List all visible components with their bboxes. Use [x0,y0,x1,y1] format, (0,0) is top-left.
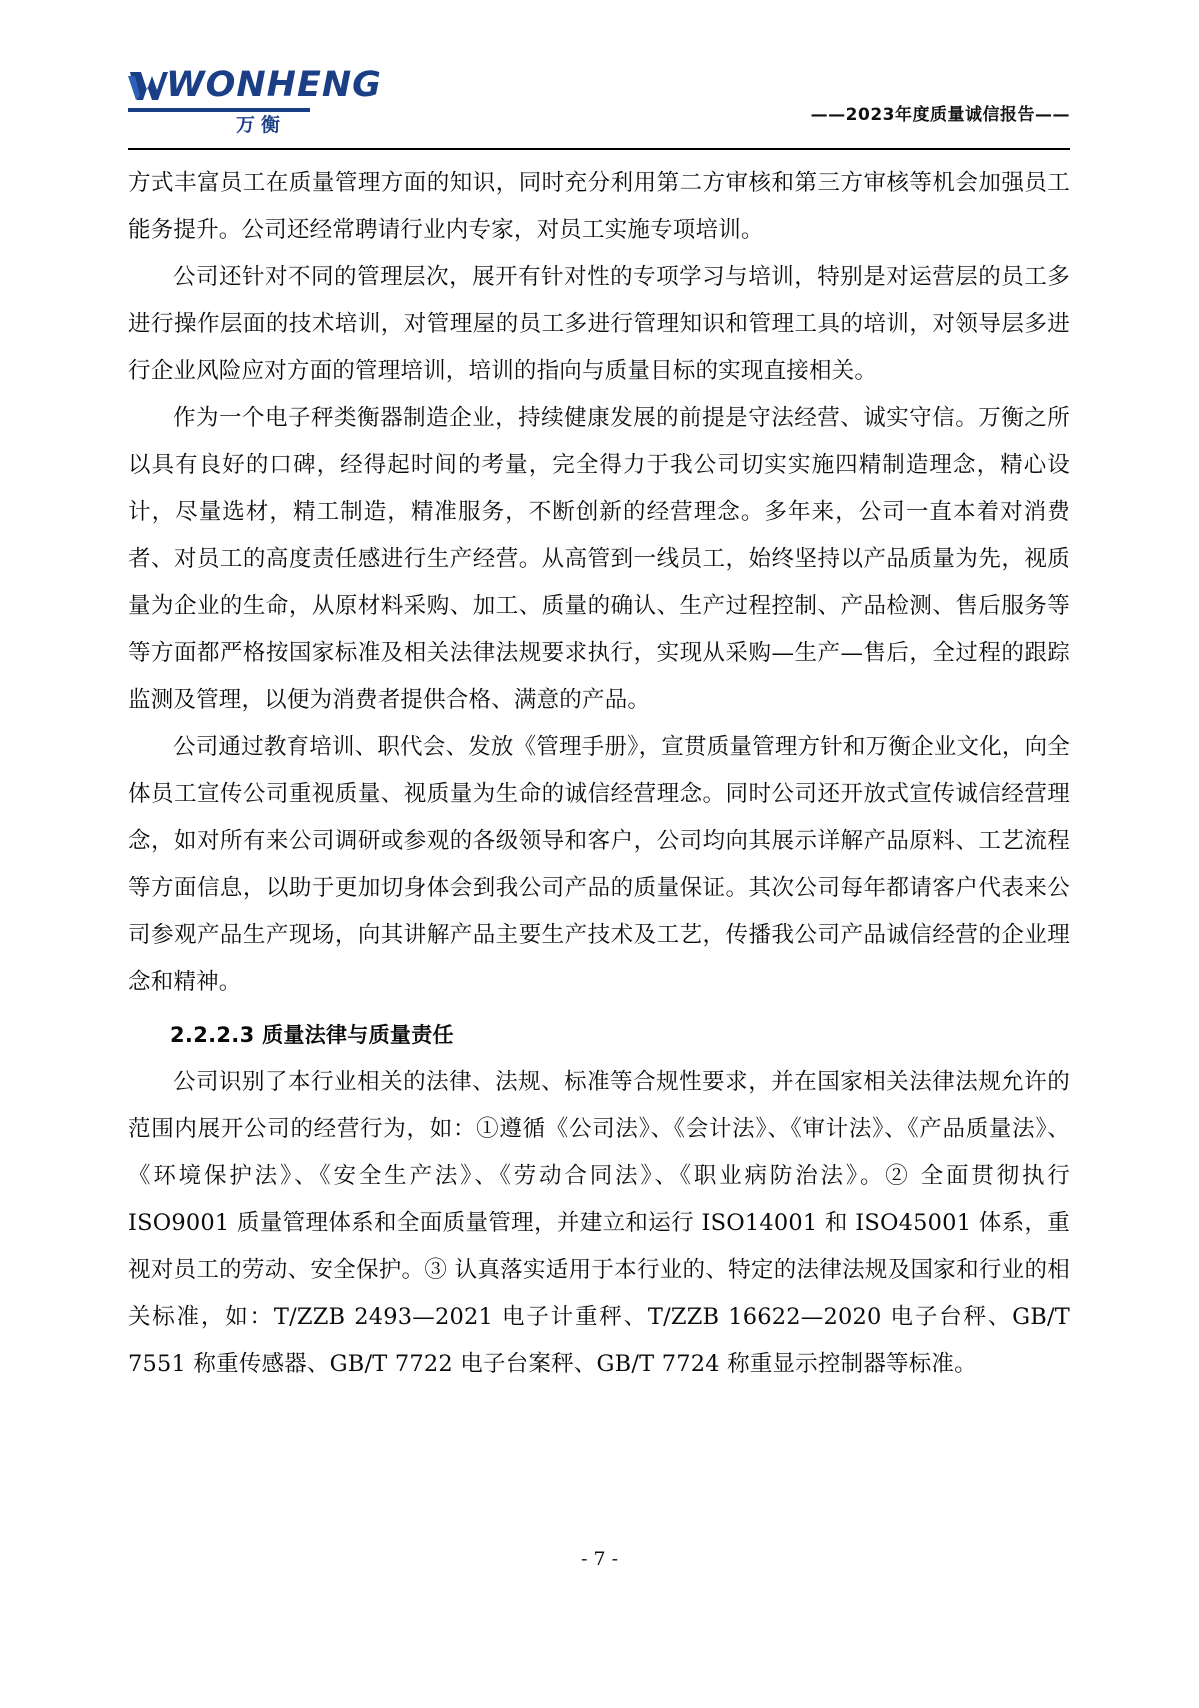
paragraph-3: 作为一个电子秤类衡器制造企业，持续健康发展的前提是守法经营、诚实守信。万衡之所以具有良好的口碑，经得起时间的考量，完全得力于我公司切实实施四精制造理念，精心设计，尽量选材，精工制造，精准服务，不断创新的经营理念。多年来，公司一直本着对消费者、对员工的高度责任感进行生产经营。从高管到一线员工，始终坚持以产品质量为先，视质量为企业的生命，从原材料采购、加工、质量的确认、生产过程控制、产品检测、售后服务等等方面都严格按国家标准及相关法律法规要求执行，实现从采购—生产—售后，全过程的跟踪监测及管理，以便为消费者提供合格、满意的产品。 [128,405,1070,713]
page-header [128,58,1070,140]
paragraph-4: 公司通过教育培训、职代会、发放《管理手册》，宣贯质量管理方针和万衡企业文化，向全体员工宣传公司重视质量、视质量为生命的诚信经营理念。同时公司还开放式宣传诚信经营理念，如对所有来公司调研或参观的各级领导和客户，公司均向其展示详解产品原料、工艺流程等方面信息，以助于更加切身体会到我公司产品的质量保证。其次公司每年都请客户代表来公司参观产品生产现场，向其讲解产品主要生产技术及工艺，传播我公司产品诚信经营的企业理念和精神。 [128,734,1070,995]
company-logo [128,58,382,136]
header-report-title: ——2023年度质量诚信报告—— [810,105,1070,125]
section-heading: 2.2.2.3 质量法律与质量责任 [170,1023,454,1047]
paragraph-2: 公司还针对不同的管理层次，展开有针对性的专项学习与培训，特别是对运营层的员工多进行操作层面的技术培训，对管理屋的员工多进行管理知识和管理工具的培训，对领导层多进行企业风险应对方面的管理培训，培训的指向与质量目标的实现直接相关。 [128,264,1070,384]
w-chevron-logo-icon [128,66,168,106]
page-number: - 7 - [580,1548,618,1570]
logo-chinese-name: 万衡 [236,114,287,136]
document-body [128,160,1070,1388]
paragraph-1: 方式丰富员工在质量管理方面的知识，同时充分利用第二方审核和第三方审核等机会加强员工能务提升。公司还经常聘请行业内专家，对员工实施专项培训。 [128,170,1070,243]
header-divider [128,148,1070,150]
page-footer [0,1548,1199,1570]
logo-wordmark: WONHENG [166,65,382,105]
paragraph-5: 公司识别了本行业相关的法律、法规、标准等合规性要求，并在国家相关法律法规允许的范围内展开公司的经营行为，如：①遵循《公司法》、《会计法》、《审计法》、《产品质量法》、《环境保护法》、《安全生产法》、《劳动合同法》、《职业病防治法》。② 全面贯彻执行 ISO9001 质量管理体系和全面质量管理，并建立和运行 ISO14001 和 ISO45001 体系，重视对员工的劳动、安全保护。③ 认真落实适用于本行业的、特定的法律法规及国家和行业的相关标准，如：T/ZZB 2493—2021 电子计重秤、T/ZZB 16622—2020 电子台秤、GB/T 7551 称重传感器、GB/T 7722 电子台案秤、GB/T 7724 称重显示控制器等标准。 [128,1069,1070,1377]
